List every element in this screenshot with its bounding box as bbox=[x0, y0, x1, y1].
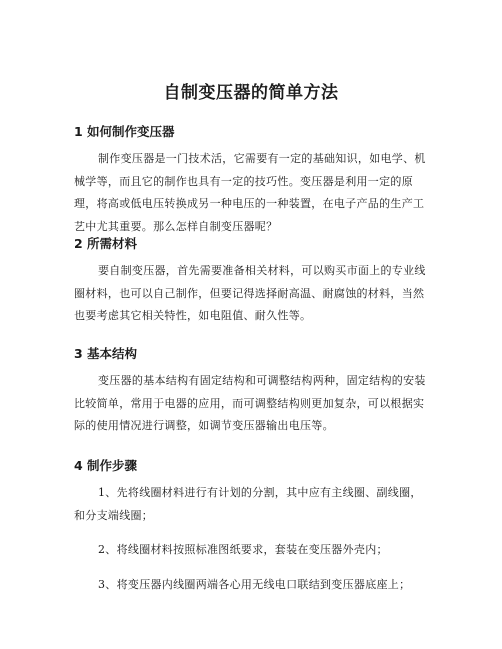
section-basic-structure bbox=[74, 346, 432, 438]
section-body: 要自制变压器，首先需要准备相关材料，可以购买市面上的专业线圈材料，也可以自己制作，但要记得选择耐高温、耐腐蚀的材料，当然也要考虑其它相关特性，如电阻值、耐久性等。 bbox=[74, 264, 426, 322]
section-materials bbox=[74, 236, 432, 328]
section-heading: 1 如何制作变压器 bbox=[74, 124, 175, 139]
section-body: 制作变压器是一门技术活，它需要有一定的基础知识，如电学、机械学等，而且它的制作也具有一定的技巧性。变压器是利用一定的原理，将高或低电压转换成另一种电压的一种装置，在电子产品的生产工艺中尤其重要。那么怎样自制变压器呢？ bbox=[74, 152, 426, 233]
section-heading: 4 制作步骤 bbox=[74, 458, 138, 473]
document-title: 自制变压器的简单方法 bbox=[163, 83, 339, 103]
section-body: 变压器的基本结构有固定结构和可调整结构两种，固定结构的安装比较简单，常用于电器的应用，而可调整结构则更加复杂，可以根据实际的使用情况进行调整，如调节变压器输出电压等。 bbox=[74, 374, 426, 432]
section-how-to-make bbox=[74, 124, 432, 238]
step-item: 3、将变压器内线圈两端各心用无线电口联结到变压器底座上； bbox=[98, 577, 411, 591]
section-heading: 2 所需材料 bbox=[74, 236, 138, 251]
section-heading: 3 基本结构 bbox=[74, 346, 138, 361]
step-item: 1、先将线圈材料进行有计划的分割，其中应有主线圈、副线圈，和分支端线圈； bbox=[74, 486, 422, 522]
step-item: 2、将线圈材料按照标准图纸要求，套装在变压器外壳内； bbox=[98, 543, 388, 556]
section-steps bbox=[74, 458, 432, 596]
